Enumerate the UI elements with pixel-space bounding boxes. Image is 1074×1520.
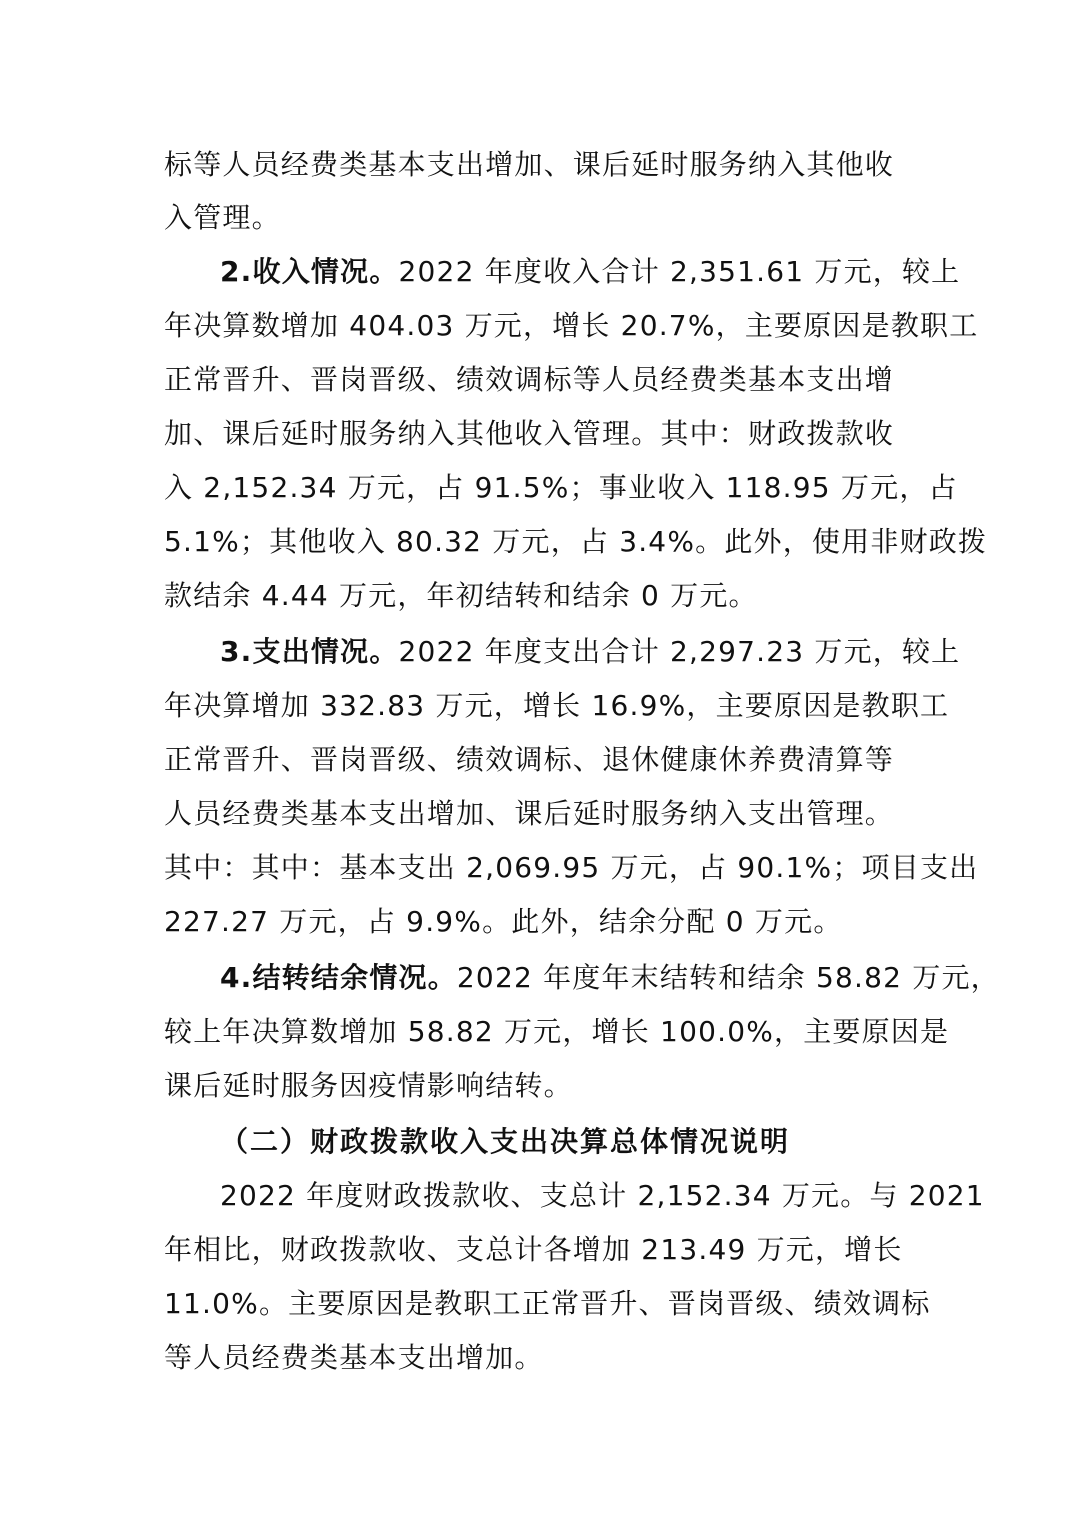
paragraph-line: 款结余 4.44 万元，年初结转和结余 0 万元。 [164, 579, 758, 612]
paragraph-line [220, 252, 960, 292]
paragraph-text: 2022 年度收入合计 2,351.61 万元，较上 [398, 255, 961, 288]
paragraph-line: 其中：其中：基本支出 2,069.95 万元，占 90.1%；项目支出 [164, 851, 979, 884]
paragraph-line: 227.27 万元，占 9.9%。此外，结余分配 0 万元。 [164, 905, 843, 938]
paragraph-line: 年决算增加 332.83 万元，增长 16.9%，主要原因是教职工 [164, 689, 950, 722]
paragraph-line: 年相比，财政拨款收、支总计各增加 213.49 万元，增长 [164, 1233, 903, 1266]
paragraph-line: 入管理。 [164, 201, 281, 234]
paragraph-line [220, 632, 960, 672]
paragraph-line: 正常晋升、晋岗晋级、绩效调标等人员经费类基本支出增 [164, 363, 895, 396]
section-heading: （二）财政拨款收入支出决算总体情况说明 [220, 1125, 791, 1158]
paragraph-line: 等人员经费类基本支出增加。 [164, 1341, 544, 1374]
expense-heading: 3.支出情况。 [220, 635, 399, 668]
paragraph-line: 5.1%；其他收入 80.32 万元，占 3.4%。此外，使用非财政拨 [164, 525, 988, 558]
paragraph-line: 较上年决算数增加 58.82 万元，增长 100.0%，主要原因是 [164, 1015, 950, 1048]
paragraph-line: 人员经费类基本支出增加、课后延时服务纳入支出管理。 [164, 797, 895, 830]
paragraph-line: 标等人员经费类基本支出增加、课后延时服务纳入其他收 [164, 148, 895, 181]
paragraph-line: 入 2,152.34 万元，占 91.5%；事业收入 118.95 万元，占 [164, 471, 958, 504]
paragraph-line [220, 958, 1000, 998]
paragraph-line: 课后延时服务因疫情影响结转。 [164, 1069, 573, 1102]
paragraph-line: 加、课后延时服务纳入其他收入管理。其中：财政拨款收 [164, 417, 895, 450]
paragraph-line: 11.0%。主要原因是教职工正常晋升、晋岗晋级、绩效调标 [164, 1287, 931, 1320]
carryover-heading: 4.结转结余情况。 [220, 961, 457, 994]
paragraph-line: 2022 年度财政拨款收、支总计 2,152.34 万元。与 2021 [220, 1179, 985, 1212]
paragraph-text: 2022 年度年末结转和结余 58.82 万元， [456, 961, 1000, 994]
income-heading: 2.收入情况。 [220, 255, 399, 288]
paragraph-line: 正常晋升、晋岗晋级、绩效调标、退休健康休养费清算等 [164, 743, 895, 776]
paragraph-line: 年决算数增加 404.03 万元，增长 20.7%，主要原因是教职工 [164, 309, 979, 342]
paragraph-text: 2022 年度支出合计 2,297.23 万元，较上 [398, 635, 961, 668]
